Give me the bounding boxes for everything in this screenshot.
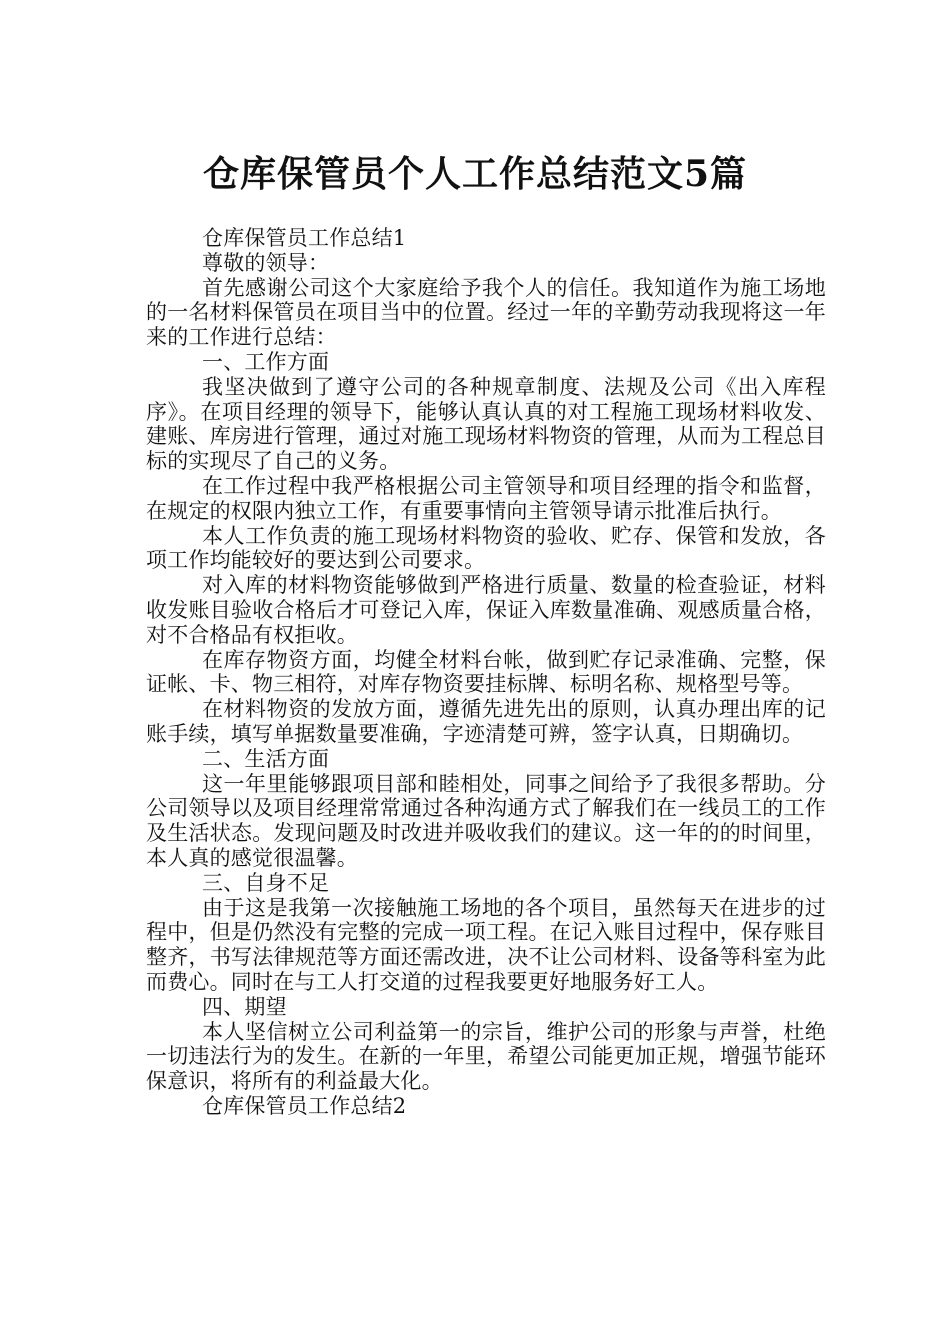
body-paragraph: 在材料物资的发放方面，遵循先进先出的原则，认真办理出库的记账手续，填写单据数量要准确，字迹清楚可辨，签字认真，日期确切。 [146,697,826,746]
section-heading: 仓库保管员工作总结2 [202,1093,407,1118]
body-paragraph: 我坚决做到了遵守公司的各种规章制度、法规及公司《出入库程序》。在项目经理的领导下，能够认真认真的对工程施工现场材料收发、建账、库房进行管理，通过对施工现场材料物资的管理，从而为工程总目标的实现尽了自己的义务。 [146,374,826,474]
body-paragraph: 这一年里能够跟项目部和睦相处，同事之间给予了我很多帮助。分公司领导以及项目经理常常通过各种沟通方式了解我们在一线员工的工作及生活状态。发现问题及时改进并吸收我们的建议。这一年的的时间里，本人真的感觉很温馨。 [146,771,826,870]
document-title: 仓库保管员个人工作总结范文5篇 [202,153,748,196]
body-paragraph: 由于这是我第一次接触施工场地的各个项目，虽然每天在进步的过程中，但是仍然没有完整的完成一项工程。在记入账目过程中，保存账目整齐，书写法律规范等方面还需改进，决不让公司材料、设备等科室为此而费心。同时在与工人打交道的过程我要更好地服务好工人。 [146,895,826,994]
salutation: 尊敬的领导： [202,250,330,275]
document-body [146,226,826,1119]
body-paragraph: 本人坚信树立公司利益第一的宗旨，维护公司的形象与声誉，杜绝一切违法行为的发生。在新的一年里，希望公司能更加正规，增强节能环保意识，将所有的利益最大化。 [146,1019,826,1094]
section-heading: 二、生活方面 [202,746,330,771]
body-paragraph: 在工作过程中我严格根据公司主管领导和项目经理的指令和监督，在规定的权限内独立工作，有重要事情向主管领导请示批准后执行。 [146,473,826,523]
body-paragraph: 首先感谢公司这个大家庭给予我个人的信任。我知道作为施工场地的一名材料保管员在项目当中的位置。经过一年的辛勤劳动我现将这一年来的工作进行总结： [146,275,826,350]
section-heading: 一、工作方面 [202,349,330,374]
body-paragraph: 在库存物资方面，均健全材料台帐，做到贮存记录准确、完整，保证帐、卡、物三相符，对库存物资要挂标牌、标明名称、规格型号等。 [146,647,826,697]
section-heading: 仓库保管员工作总结1 [202,226,407,250]
body-paragraph: 对入库的材料物资能够做到严格进行质量、数量的检查验证，材料收发账目验收合格后才可登记入库，保证入库数量准确、观感质量合格，对不合格品有权拒收。 [146,573,826,647]
section-heading: 四、期望 [202,994,287,1019]
section-heading: 三、自身不足 [202,870,330,895]
body-paragraph: 本人工作负责的施工现场材料物资的验收、贮存、保管和发放，各项工作均能较好的要达到公司要求。 [146,523,826,573]
